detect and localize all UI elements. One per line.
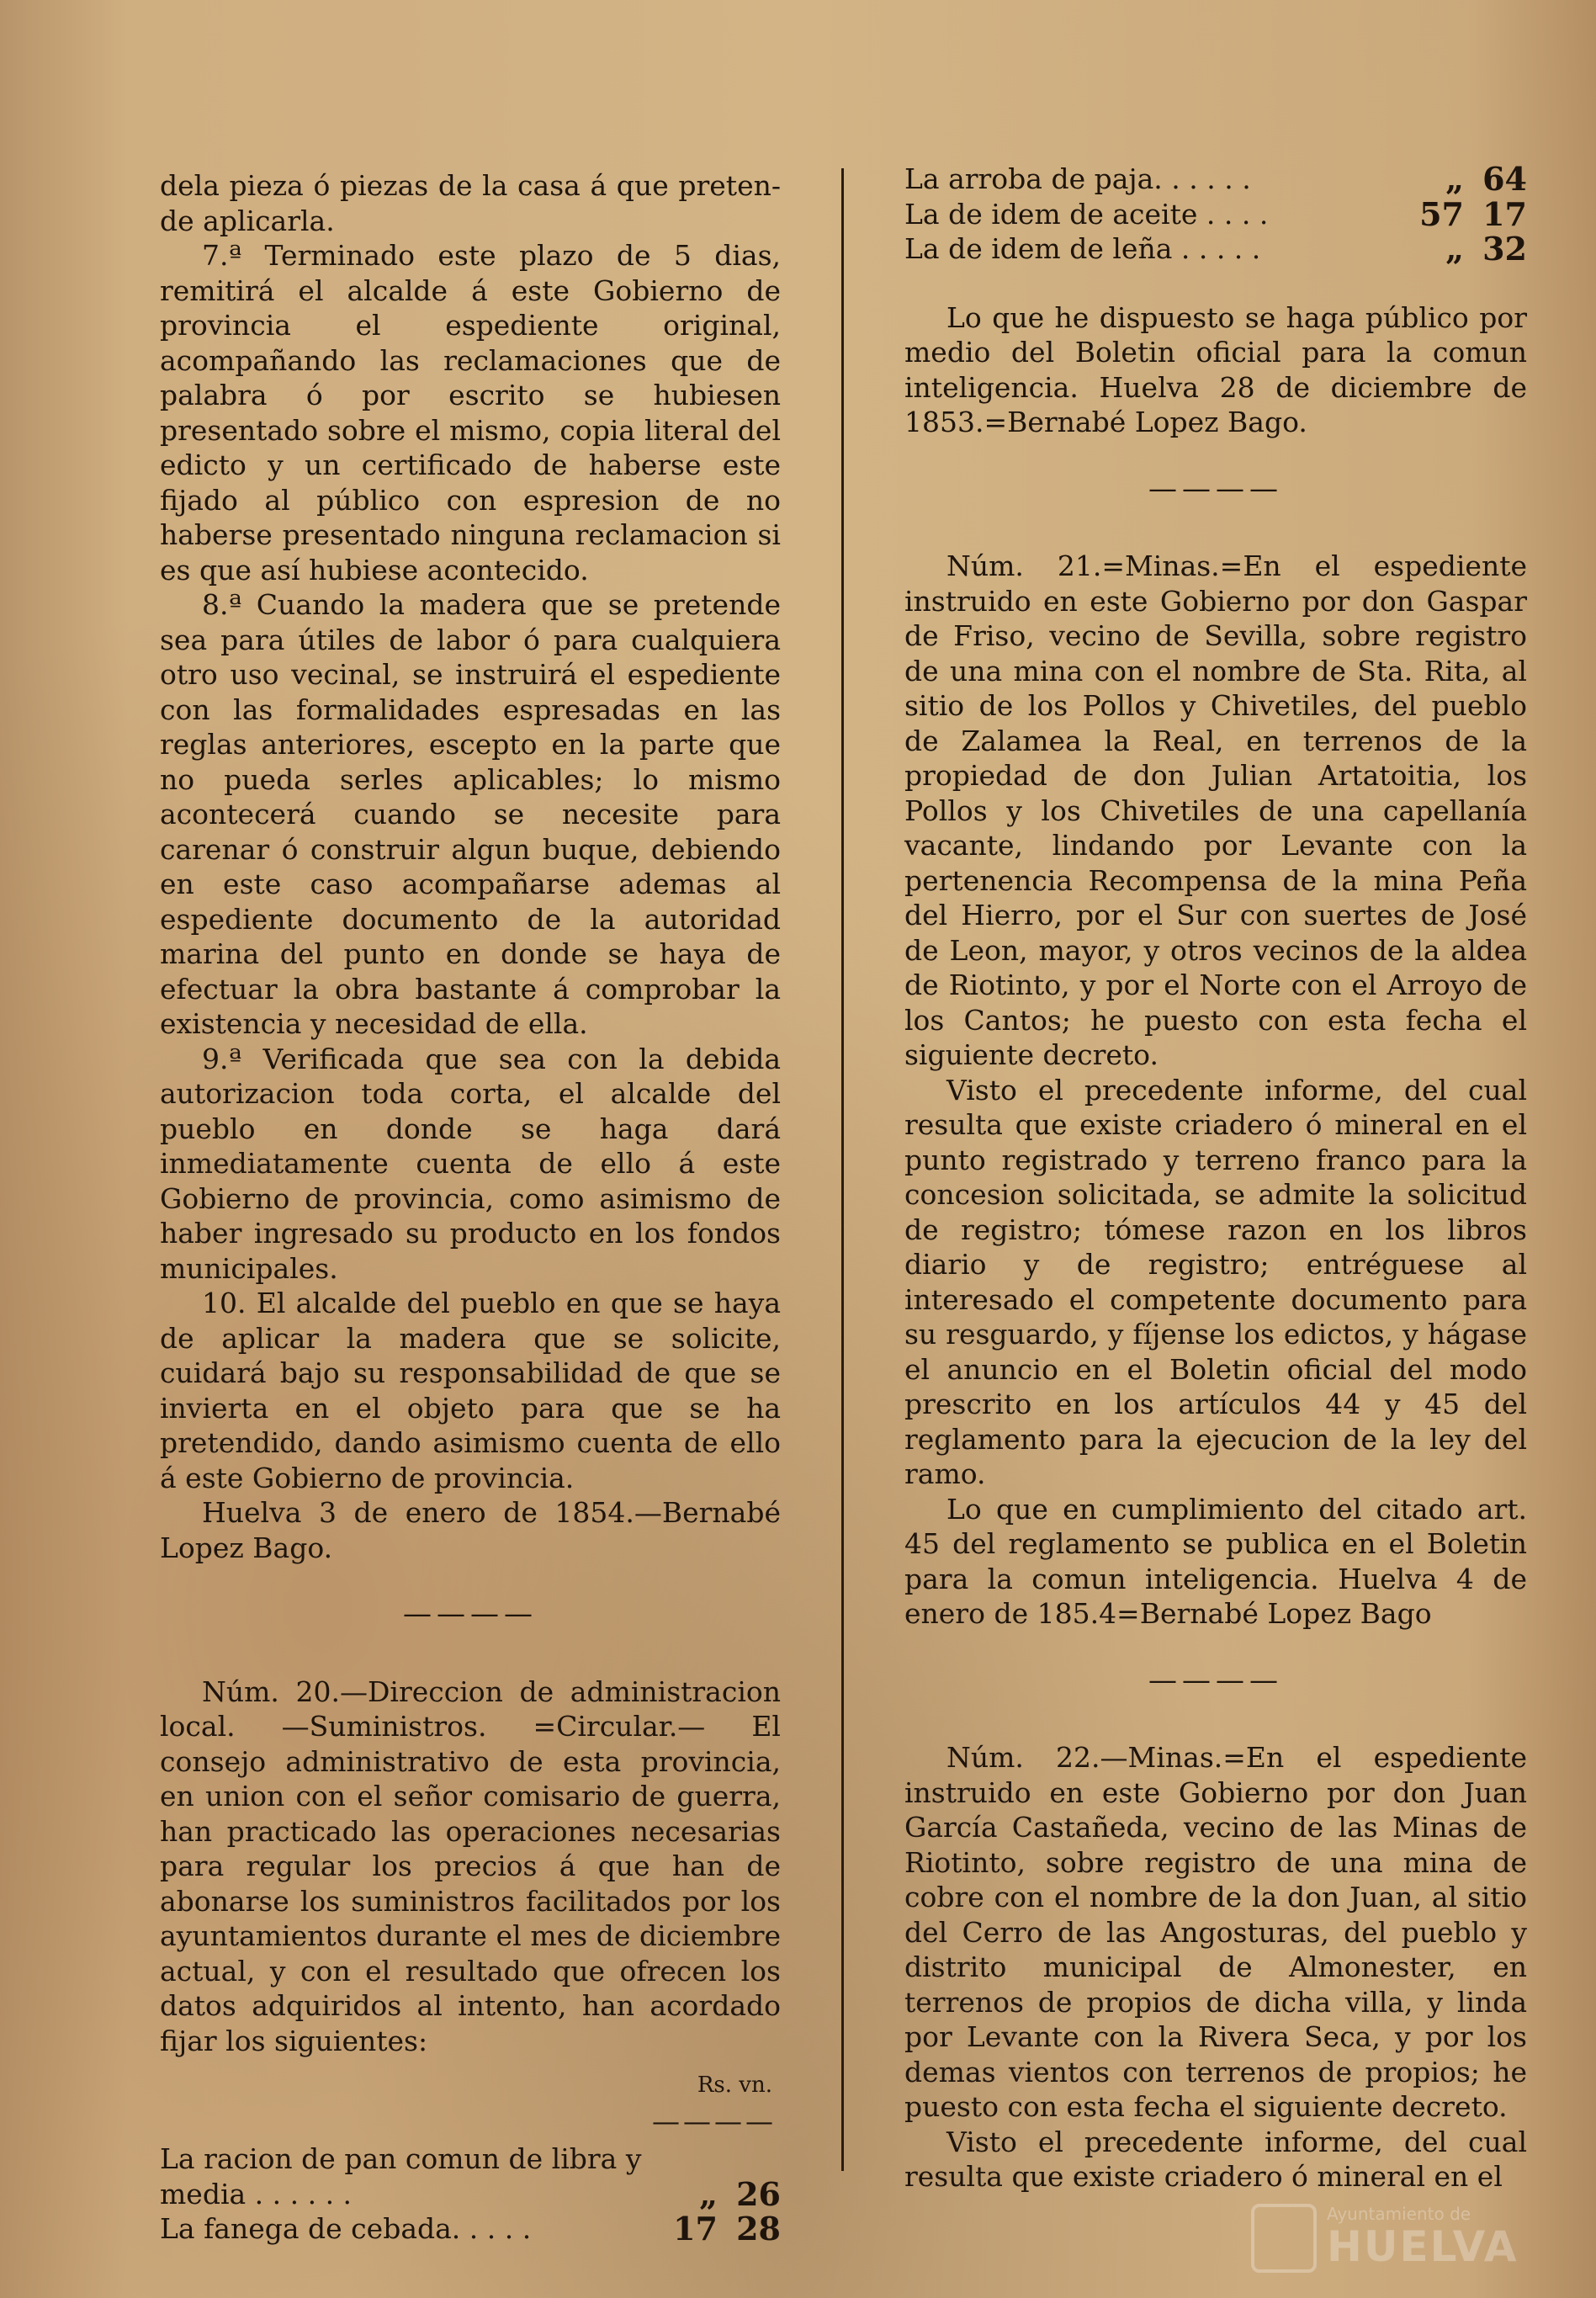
price-reales: 57 <box>1419 194 1464 233</box>
decree-text: Visto el precedente informe, del cual resulta que existe criadero ó mineral en el punto registrado y terreno franco para la concesion solicitada, se admite la solicitud de registro; tómese razon en los libros diario y de registro; entréguese al interesado el competente documento para su resguardo, y fíjense los edictos, y hágase el anuncio en el Boletin oficial del modo prescrito en los artículos 44 y 45 del reglamento para la ejecucion de la ley del ramo. <box>904 1073 1527 1490</box>
price-table-right <box>904 162 1527 267</box>
article-num-22: Núm. 22.—Minas.=En el espediente instruido en este Gobierno por don Juan García Castañeda, vecino de las Minas de Riotinto, sobre registro de una mina de cobre con el nombre de la don Juan, al sitio del Cerro de las Angosturas, del pueblo y distrito municipal de Almonester, en terrenos de propios de dicha villa, y linda por Levante con la Rivera Seca, y por los demas vientos con terrenos de propios; he puesto con esta fecha el siguiente decreto. <box>904 1741 1527 2123</box>
price-row <box>904 231 1527 267</box>
units-rule: ———— <box>652 2104 777 2137</box>
archive-watermark <box>1251 2197 1529 2273</box>
right-column <box>904 162 1527 2195</box>
article-num-21: Núm. 21.=Minas.=En el espediente instruido en este Gobierno por don Gaspar de Friso, vecino de Sevilla, sobre registro de una mina con el nombre de Sta. Rita, al sitio de los Pollos y Chivetiles, del pueblo de Zalamea la Real, en terrenos de la propiedad de don Julian Artatoitia, los Pollos y los Chivetiles de una capellanía vacante, lindando por Levante con la pertenencia Recompensa de la mina Peña del Hierro, por el Sur con suertes de José de Leon, mayor, y otros vecinos de la aldea de Riotinto, y por el Norte con el Arroyo de los Cantos; he puesto con esta fecha el siguiente decreto. <box>904 549 1527 1071</box>
price-table-left <box>160 2141 781 2247</box>
units-label: Rs. vn. <box>697 2072 772 2098</box>
section-separator: ———— <box>1148 471 1283 506</box>
column-divider <box>841 168 844 2171</box>
price-vellon: 26 <box>736 2174 781 2213</box>
paragraph-continuation: dela pieza ó piezas de la casa á que preten-de aplicarla. <box>160 169 781 237</box>
rule-7: 7.ª Terminado este plazo de 5 dias, remitirá el alcalde á este Gobierno de provincia el espediente original, acompañando las reclamaciones que de palabra ó por escrito se hubiesen presentado sobre el mismo, copia literal del edicto y un certificado de haberse este fijado al público con espresion de no haberse presentado ninguna reclamacion si es que así hubiese acontecido. <box>160 239 781 586</box>
price-item: La racion de pan comun de libra y media . . . . . . <box>160 2142 642 2210</box>
price-item: La fanega de cebada. . . . . <box>160 2212 532 2245</box>
signature: Huelva 3 de enero de 1854.—Bernabé Lopez Bago. <box>160 1496 781 1564</box>
decree-text: Visto el precedente informe, del cual resulta que existe criadero ó mineral en el <box>904 2125 1527 2193</box>
price-reales: „ <box>1445 160 1464 198</box>
article-num-20: Núm. 20.—Direccion de administracion local. —Suministros. =Circular.— El consejo administrativo de esta provincia, en union con el señor comisario de guerra, han practicado las operaciones necesarias para regular los precios á que han de abonarse los suministros facilitados por los ayuntamientos durante el mes de diciembre actual, y con el resultado que ofrecen los datos adquiridos al intento, han acordado fijar los siguientes: <box>160 1674 781 2057</box>
price-row <box>160 2211 781 2247</box>
section-separator: ———— <box>403 1597 538 1631</box>
price-item: La de idem de leña . . . . . <box>904 232 1261 265</box>
price-reales: „ <box>699 2174 718 2213</box>
municipal-crest-icon <box>1251 2204 1317 2273</box>
price-reales: 17 <box>673 2210 718 2248</box>
price-item: La arroba de paja. . . . . . <box>904 162 1251 195</box>
rule-10: 10. El alcalde del pueblo en que se haya de aplicar la madera que se solicite, cuidará bajo su responsabilidad de que se invierta en el objeto para que se ha pretendido, dando asimismo cuenta de ello á este Gobierno de provincia. <box>160 1287 781 1494</box>
price-reales: „ <box>1445 230 1464 268</box>
price-vellon: 64 <box>1482 160 1527 198</box>
publication-notice: Lo que en cumplimiento del citado art. 45 del reglamento se publica en el Boletin para la comun inteligencia. Huelva 4 de enero de 185.4=Bernabé Lopez Bago <box>904 1492 1527 1630</box>
price-vellon: 17 <box>1482 194 1527 233</box>
watermark-big-text: HUELVA <box>1327 2222 1519 2271</box>
price-row <box>904 162 1527 197</box>
price-vellon: 28 <box>736 2210 781 2248</box>
price-vellon: 32 <box>1482 230 1527 268</box>
publication-notice: Lo que he dispuesto se haga público por medio del Boletin oficial para la comun inteligencia. Huelva 28 de diciembre de 1853.=Bernabé Lopez Bago. <box>904 300 1527 438</box>
price-row <box>904 197 1527 232</box>
rule-8: 8.ª Cuando la madera que se pretende sea para útiles de labor ó para cualquiera otro uso vecinal, se instruirá el espediente con las formalidades espresadas en las reglas anteriores, escepto en la parte que no pueda serles aplicables; lo mismo acontecerá cuando se necesite para carenar ó construir algun buque, debiendo en este caso acompañarse ademas al espediente documento de la autoridad marina del punto en donde se haya de efectuar la obra bastante á comprobar la existencia y necesidad de ella. <box>160 588 781 1040</box>
price-item: La de idem de aceite . . . . <box>904 197 1269 231</box>
watermark-small-text: Ayuntamiento de <box>1327 2204 1471 2224</box>
price-row <box>160 2141 781 2211</box>
section-separator: ———— <box>1148 1663 1283 1697</box>
rule-9: 9.ª Verificada que sea con la debida autorizacion toda corta, el alcalde del pueblo en donde se haga dará inmediatamente cuenta de ello á este Gobierno de provincia, como asimismo de haber ingresado su producto en los fondos municipales. <box>160 1042 781 1285</box>
left-column <box>160 168 781 2247</box>
